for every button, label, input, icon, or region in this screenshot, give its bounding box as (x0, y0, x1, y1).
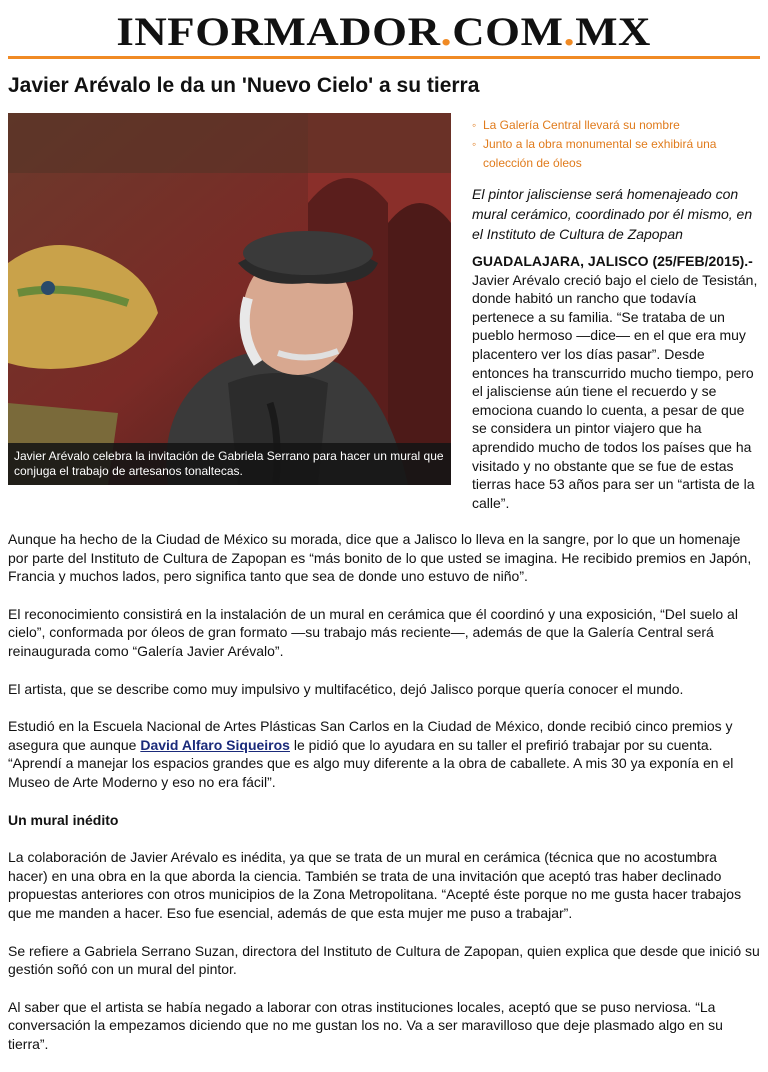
article-lead (472, 252, 762, 512)
article-photo[interactable] (8, 113, 451, 485)
photo-caption: Javier Arévalo celebra la invitación de Gabriela Serrano para hacer un mural que conjuga el trabajo de artesanos tonaltecas. (8, 443, 451, 485)
paragraph: La colaboración de Javier Arévalo es inédita, ya que se trata de un mural en cerámica (técnica que no acostumbra hacer) en una obra en la que aborda la ciencia. También se trata de una invitación que aceptó tras haber declinado propuestas anteriores con otros municipios de la Zona Metropolitana. “Acepté éste porque no me gusta hacer trabajos que me manden a hacer. Eso fue esencial, además de que esta mujer me puso a trabajar”. (8, 849, 742, 921)
photo-illustration (8, 113, 451, 485)
article-headline: Javier Arévalo le da un 'Nuevo Cielo' a su tierra (8, 74, 480, 97)
highlight-item: ◦ Junto a la obra monumental se exhibirá una colección de óleos (472, 135, 760, 173)
logo-dot-2: . (563, 9, 576, 54)
paragraph: Aunque ha hecho de la Ciudad de México su morada, dice que a Jalisco lo lleva en la sangre, por lo que un homenaje por parte del Instituto de Cultura de Zapopan es “más bonito de lo que usted se imagina. He recibido premios en Japón, Francia y muchos lados, pero significa tanto que sea de donde uno estuvo de niño”. (8, 531, 752, 585)
article-dek: El pintor jalisciense será homenajeado con mural cerámico, coordinado por él mismo, en el Instituto de Cultura de Zapopan (472, 186, 753, 242)
article-body (8, 530, 760, 1072)
paragraph-text: Estudió en la Escuela Nacional de Artes Plásticas San Carlos en la Ciudad de México, donde recibió cinco premios y asegura que aunque (8, 718, 733, 753)
link-david-alfaro-siqueiros[interactable]: David Alfaro Siqueiros (140, 736, 290, 753)
paragraph: El reconocimiento consistirá en la instalación de un mural en cerámica que él coordinó y una exposición, “Del suelo al cielo”, conformada por óleos de gran formato —su trabajo más reciente—, además de que la Galería Central será reinaugurada como “Galería Javier Arévalo”. (8, 605, 738, 659)
header-divider (8, 56, 760, 59)
dateline: GUADALAJARA, JALISCO (25/FEB/2015).- (472, 253, 753, 269)
highlight-item: ◦ La Galería Central llevará su nombre (472, 116, 760, 135)
masthead (0, 10, 768, 54)
paragraph: Se refiere a Gabriela Serrano Suzan, directora del Instituto de Cultura de Zapopan, quien explica que desde que inició su gestión soñó con un mural del pintor. (8, 942, 760, 978)
paragraph-text: le pidió que lo ayudara en su taller el prefirió trabajar por su cuenta. “Aprendí a manejar los espacios grandes que es algo muy diferente a la obra de caballete. A mis 30 ya exponía en el Museo de Arte Moderno y eso no era fácil”. (8, 736, 734, 790)
logo-text-mx: MX (575, 9, 652, 54)
paragraph: El artista, que se describe como muy impulsivo y multifacético, dejó Jalisco porque quería conocer el mundo. (8, 680, 684, 697)
logo-dot: . (440, 9, 453, 54)
lead-text: Javier Arévalo creció bajo el cielo de Tesistán, donde habitó un rancho que todavía pertenece a su familia. “Se trataba de un pueblo hermoso —dice— en el que era muy placentero ver los días pasar”. Desde entonces ha transcurrido mucho tiempo, pero el jalisciense aún tiene el recuerdo y se emociona cuando lo cuenta, a pesar de que se considera un pintor viajero que ha aprendido mucho de todos los países que ha visitado y no obstante que se fue de estas tierras hace 53 años para ser un “artista de la calle”. (472, 271, 758, 511)
subheading: Un mural inédito (8, 811, 119, 828)
site-logo[interactable] (117, 10, 652, 54)
highlights-list (472, 116, 760, 173)
paragraph (8, 717, 760, 791)
paragraph: Al saber que el artista se había negado a laborar con otras instituciones locales, aceptó que se puso nerviosa. “La conversación la empezamos diciendo que no me gustan los no. Va a ser maravilloso que deje plasmado algo en su tierra”. (8, 998, 723, 1052)
logo-text: INFORMADOR (116, 9, 441, 54)
logo-text-com: COM (452, 9, 564, 54)
